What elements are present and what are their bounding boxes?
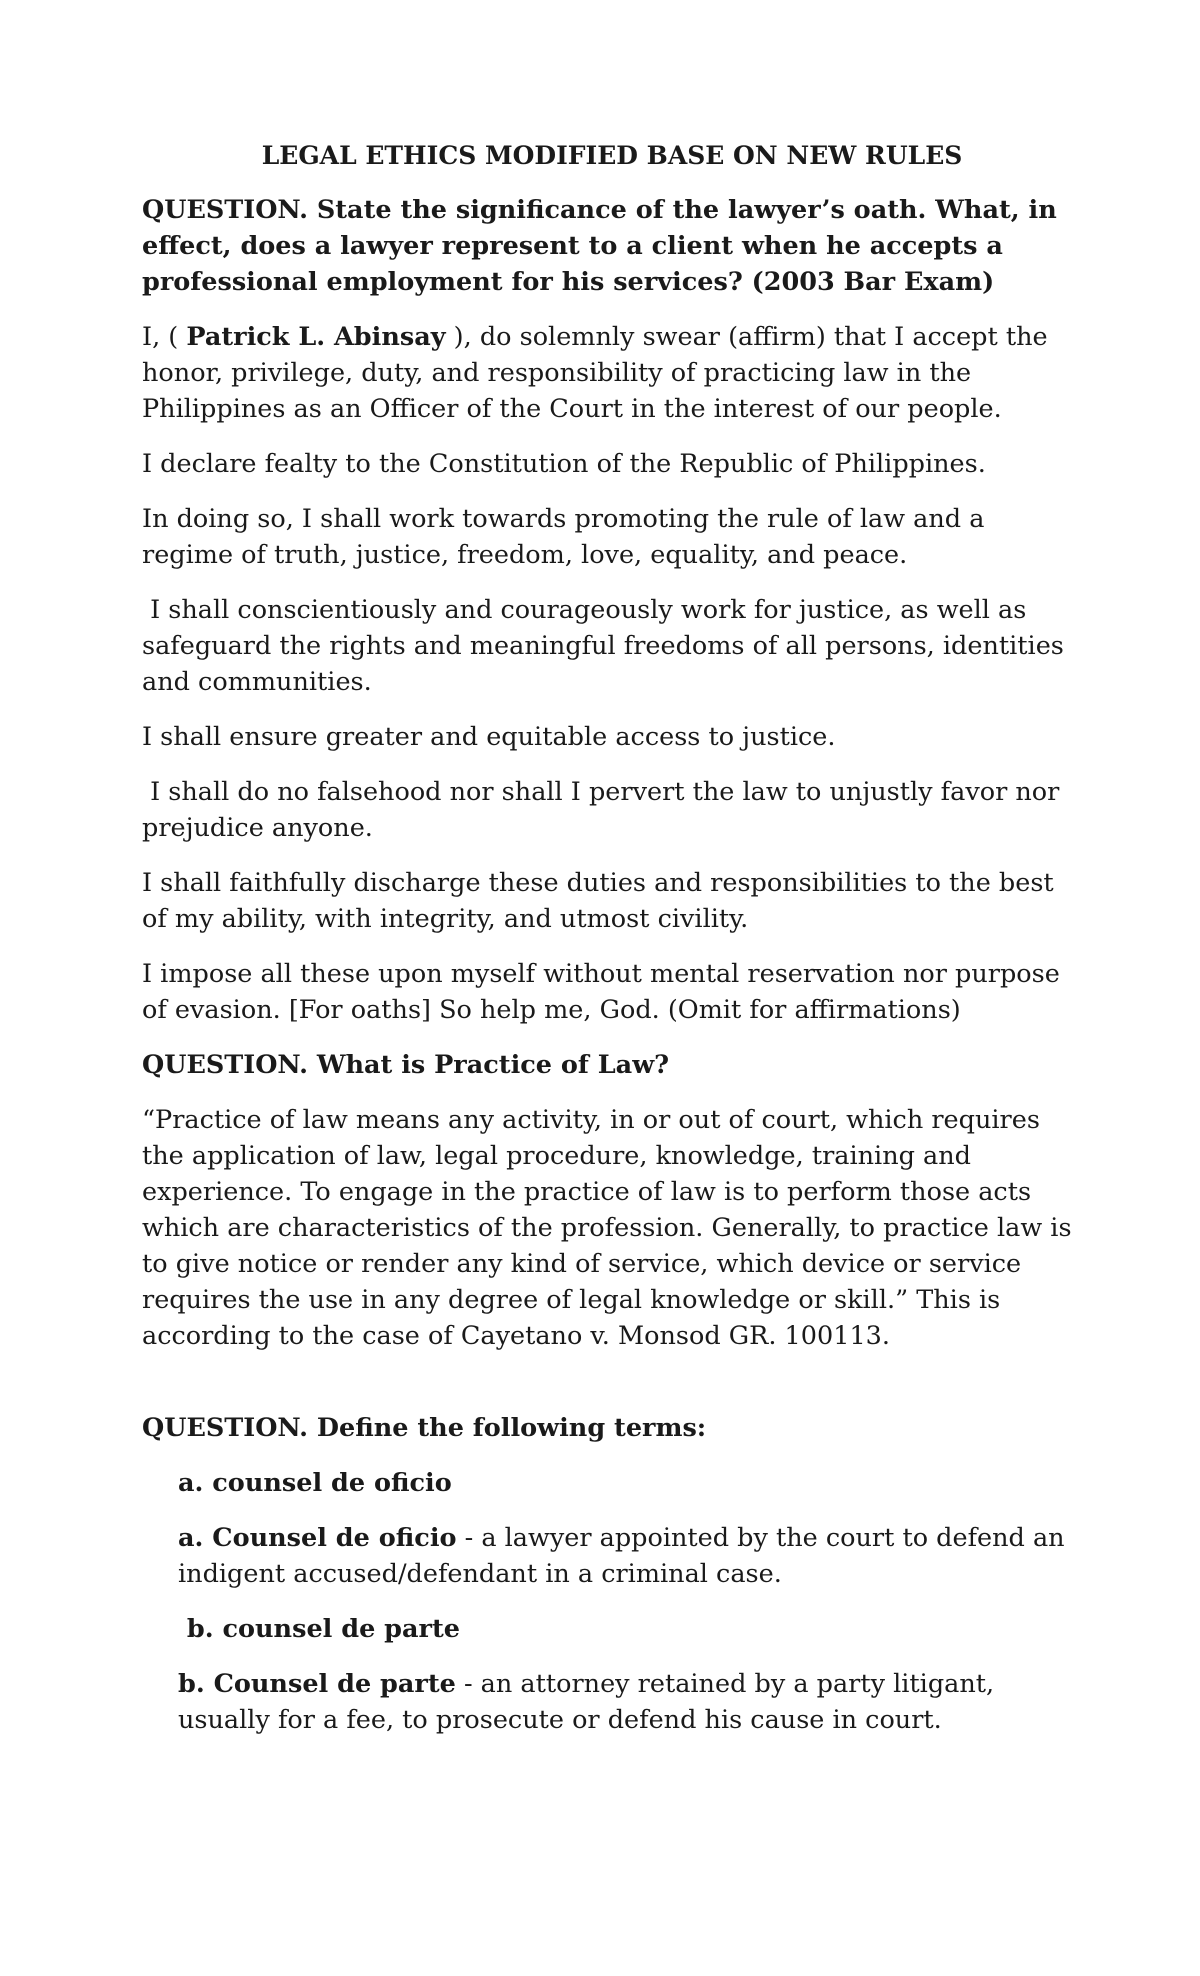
term-a-heading: a. counsel de oficio bbox=[178, 1468, 452, 1498]
oath-paragraph-1 bbox=[142, 319, 1082, 427]
term-b-heading: b. counsel de parte bbox=[178, 1614, 460, 1644]
term-a-definition bbox=[142, 1520, 1082, 1592]
oath-text: ), do solemnly swear (affirm) that I accept the honor, privilege, duty, and responsibility of practicing law in the Philippines as an Officer of the Court in the interest of our people. bbox=[142, 322, 1048, 424]
oath-paragraph-6: I shall do no falsehood nor shall I pervert the law to unjustly favor nor prejudice anyone. bbox=[142, 777, 1068, 843]
term-b-definition bbox=[142, 1666, 1082, 1738]
question-define-terms: QUESTION. Define the following terms: bbox=[142, 1413, 707, 1443]
answer-practice-of-law: “Practice of law means any activity, in or out of court, which requires the application of law, legal procedure, knowledge, training and experience. To engage in the practice of law is to perform those acts which are characteristics of the profession. Generally, to practice law is to give notice or render any kind of service, which device or service requires the use in any degree of legal knowledge or skill.” This is according to the case of Cayetano v. Monsod GR. 100113. bbox=[142, 1105, 1072, 1351]
oath-paragraph-3: In doing so, I shall work towards promoting the rule of law and a regime of truth, justice, freedom, love, equality, and peace. bbox=[142, 504, 985, 570]
term-b-label: b. Counsel de parte bbox=[178, 1669, 456, 1699]
oath-paragraph-5: I shall ensure greater and equitable access to justice. bbox=[142, 722, 836, 752]
term-a-text: - a lawyer appointed by the court to defend an indigent accused/defendant in a criminal case. bbox=[178, 1523, 1065, 1589]
oath-intro: I, ( bbox=[142, 322, 187, 352]
oath-taker-name: Patrick L. Abinsay bbox=[186, 322, 446, 352]
oath-paragraph-8: I impose all these upon myself without mental reservation nor purpose of evasion. [For oaths] So help me, God. (Omit for affirmations) bbox=[142, 959, 1060, 1025]
document-title: LEGAL ETHICS MODIFIED BASE ON NEW RULES bbox=[261, 141, 963, 170]
document-body bbox=[142, 138, 1082, 1757]
oath-paragraph-4: I shall conscientiously and courageously work for justice, as well as safeguard the rights and meaningful freedoms of all persons, identities and communities. bbox=[142, 595, 1072, 697]
term-b-text: - an attorney retained by a party litigant, usually for a fee, to prosecute or defend his cause in court. bbox=[178, 1669, 995, 1735]
term-a-label: a. Counsel de oficio bbox=[178, 1523, 457, 1553]
oath-paragraph-7: I shall faithfully discharge these duties and responsibilities to the best of my ability, with integrity, and utmost civility. bbox=[142, 868, 1054, 934]
question-practice-of-law: QUESTION. What is Practice of Law? bbox=[142, 1050, 670, 1080]
question-oath: QUESTION. State the significance of the lawyer’s oath. What, in effect, does a lawyer represent to a client when he accepts a professional employment for his services? (2003 Bar Exam) bbox=[142, 195, 1057, 297]
oath-paragraph-2: I declare fealty to the Constitution of the Republic of Philippines. bbox=[142, 449, 986, 479]
